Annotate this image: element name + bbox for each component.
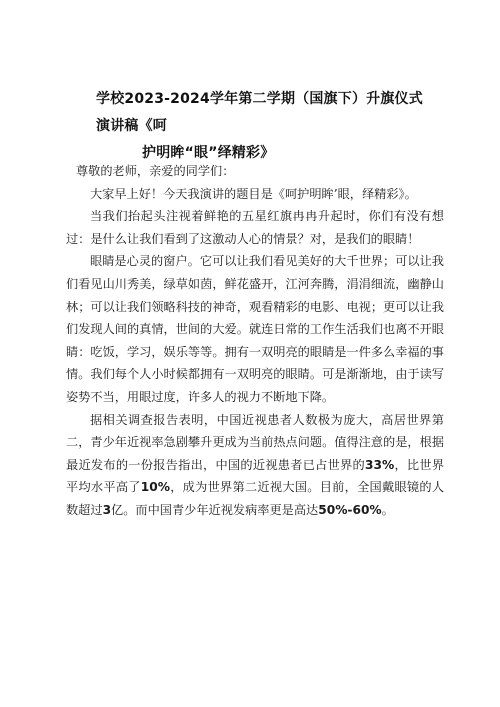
document-body (66, 160, 444, 522)
stat-33-percent: 33% (365, 457, 395, 472)
salutation: 尊敬的老师，亲爱的同学们： (76, 164, 235, 178)
paragraph-3-text: 据相关调查报告表明，中国近视患者人数极为庞大，高居世界第二，青少年近视率急剧攀升更成为当前热点问题。值得注意的是，根据最近发布的一份报告指出，中国的近视患者已占世界的 (66, 412, 444, 472)
paragraph-1: 当我们抬起头注视着鲜艳的五星红旗冉冉升起时，你们有没有想过：是什么让我们看到了这激动人心的情景？对，是我们的眼睛！ (66, 209, 444, 246)
greeting-paragraph: 大家早上好！今天我演讲的题目是《呵护明眸’眼，绎精彩》。 (90, 186, 417, 201)
title-line-1: 学校2023-2024学年第二学期（国旗下）升旗仪式演讲稿《呵 (96, 91, 423, 134)
paragraph-3-text: 亿。而中国青少年近视发病率更是高达 (111, 502, 319, 517)
paragraph-3-text: ，成为世界第二近视大国。目前，全国戴眼镜的人数超过 (66, 480, 445, 517)
paragraph-3 (66, 409, 444, 522)
paragraph-3-text: ，比世界平均水平高了 (66, 457, 445, 495)
stat-50-60-percent: 50%-60% (318, 502, 382, 517)
document-title (96, 86, 436, 167)
title-line-2: 护明眸“眼”绎精彩》 (142, 145, 275, 161)
stat-10-percent: 10% (140, 480, 170, 495)
paragraph-2: 眼睛是心灵的窗户。它可以让我们看见美好的大千世界；可以让我们看见山川秀美，绿草如茵，鲜花盛开，江河奔腾，涓涓细流，幽静山林；可以让我们领略科技的神奇，观看精彩的电影、电视；更可以让我们发现人间的真情，世间的大爱。就连日常的工作生活我们也离不开眼睛：吃饭，学习，娱乐等等。拥有一双明亮的眼睛是一件多么幸福的事情。我们每个人小时候都拥有一双明亮的眼睛。可是渐渐地，由于读写姿势不当，用眼过度，许多人的视力不断地下降。 (66, 254, 444, 404)
paragraph-3-text: 。 (381, 502, 394, 517)
stat-3-hundred-million: 3 (102, 502, 112, 517)
